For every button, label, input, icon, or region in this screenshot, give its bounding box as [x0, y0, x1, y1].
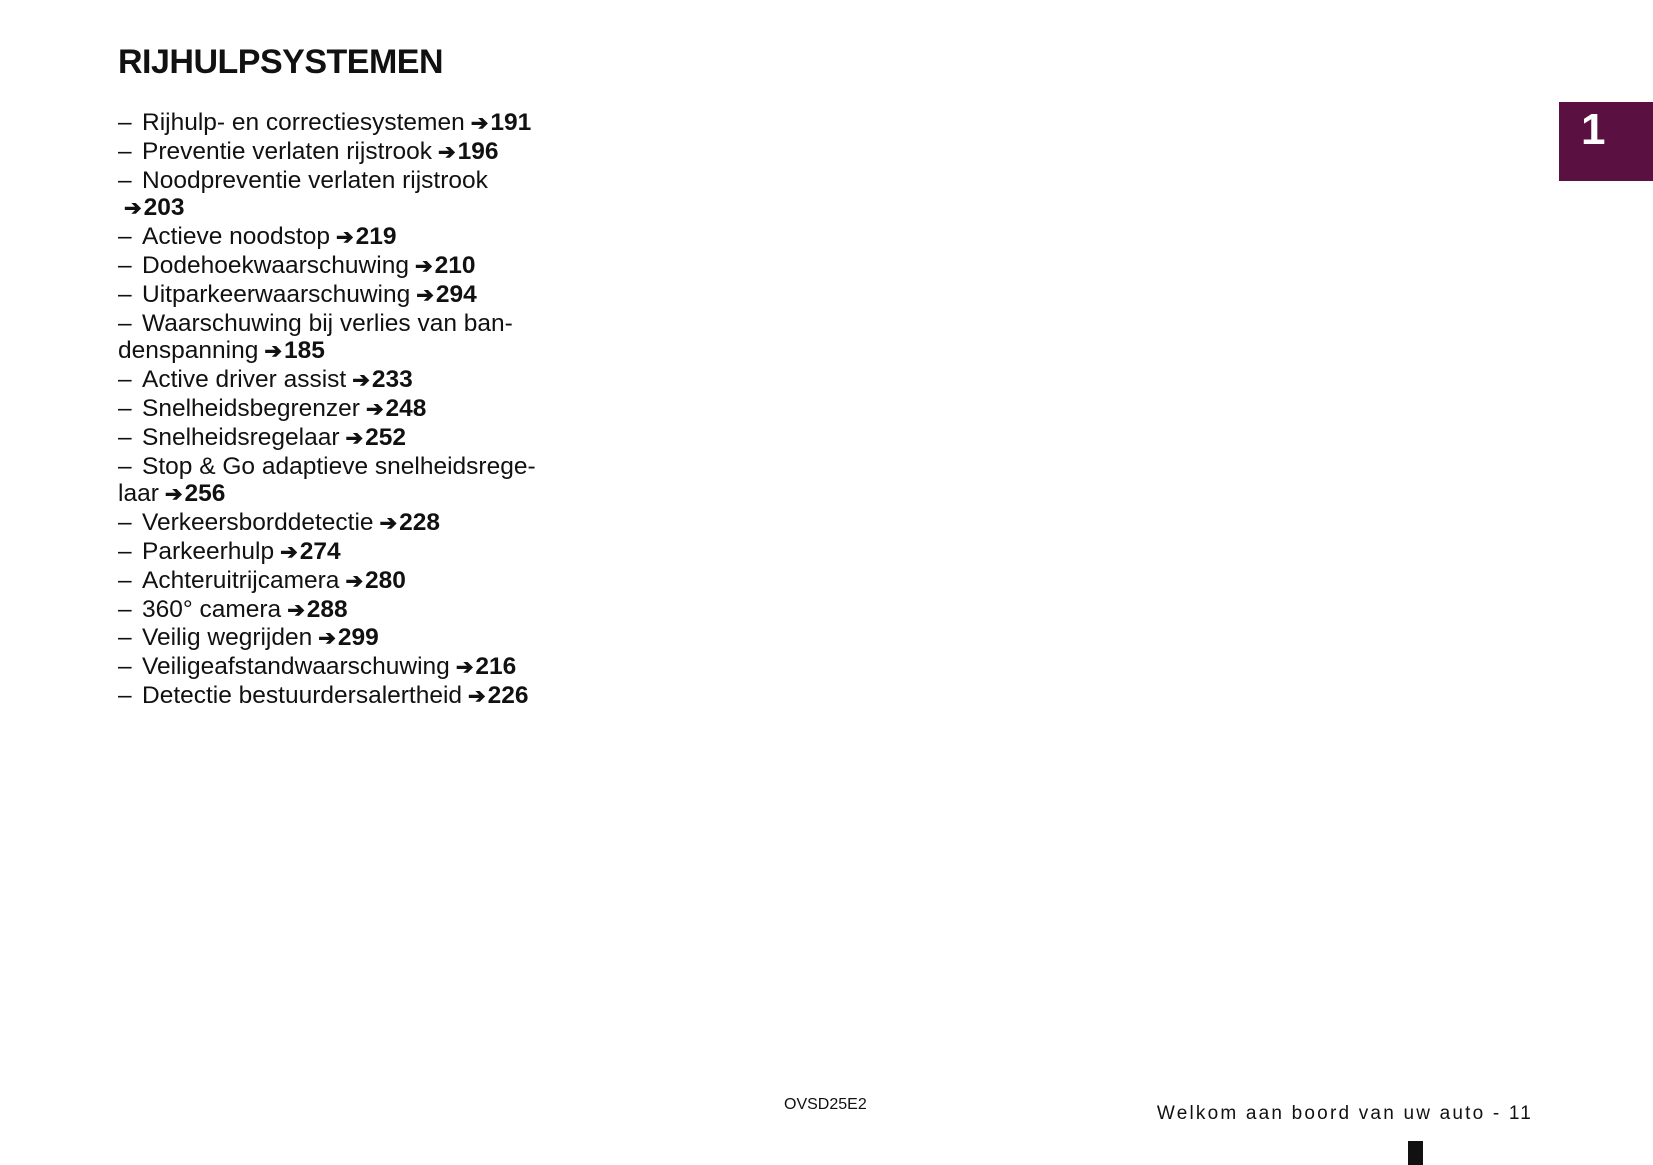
- toc-item-label: Veilig wegrijden: [142, 624, 313, 652]
- toc-item-line[interactable]: [118, 194, 588, 223]
- toc-item-label: Active driver assist: [142, 366, 347, 394]
- list-dash: –: [118, 280, 132, 308]
- list-dash: –: [118, 595, 132, 623]
- toc-item-label: Uitparkeerwaarschuwing: [142, 280, 411, 308]
- list-dash: –: [118, 624, 132, 652]
- toc-item-label: Preventie verlaten rijstrook: [142, 137, 433, 165]
- page-ref-arrow-icon: ➔: [416, 283, 434, 307]
- toc-item-label: Veiligeafstandwaarschuwing: [142, 653, 450, 681]
- toc-item-line: [118, 310, 588, 338]
- toc-item-label: Verkeersborddetectie: [142, 509, 374, 537]
- toc-item-label: Actieve noodstop: [142, 223, 330, 251]
- toc-item-label: Detectie bestuurdersalertheid: [142, 681, 463, 709]
- toc-item-line[interactable]: [118, 653, 588, 682]
- list-dash: –: [118, 309, 132, 337]
- toc-item-line[interactable]: [118, 538, 588, 567]
- page-ref-arrow-icon: ➔: [352, 369, 370, 393]
- page-reference-link[interactable]: 185: [283, 337, 325, 365]
- toc-item-label: Noodpreventie verlaten rijstrook: [142, 166, 488, 194]
- page-ref-arrow-icon: ➔: [345, 569, 364, 593]
- toc-item-line: [118, 167, 588, 195]
- list-dash: –: [118, 681, 132, 709]
- page-reference-link[interactable]: 216: [475, 653, 517, 681]
- page-reference-link[interactable]: 280: [365, 566, 406, 594]
- page-reference-link[interactable]: 233: [371, 366, 413, 394]
- page-reference-link[interactable]: 226: [487, 681, 529, 709]
- toc-item-line[interactable]: [118, 281, 588, 310]
- toc-item-line[interactable]: [118, 596, 588, 625]
- page-ref-arrow-icon: ➔: [124, 197, 142, 221]
- page-reference-link[interactable]: 252: [365, 423, 406, 451]
- page-ref-arrow-icon: ➔: [468, 684, 486, 708]
- page-reference-link[interactable]: 210: [434, 251, 476, 279]
- toc-list: [118, 109, 588, 711]
- page-reference-link[interactable]: 228: [399, 509, 441, 537]
- list-dash: –: [118, 452, 132, 480]
- list-dash: –: [118, 423, 132, 451]
- list-dash: –: [118, 566, 132, 594]
- toc-item-line[interactable]: [118, 138, 588, 167]
- toc-item-label: laar: [118, 480, 159, 508]
- toc-item-label: Waarschuwing bij verlies van ban-: [142, 309, 513, 337]
- toc-item-line[interactable]: [118, 567, 588, 596]
- page-reference-link[interactable]: 196: [457, 137, 499, 165]
- page-reference-link[interactable]: 288: [306, 595, 348, 623]
- toc-item-line[interactable]: [118, 252, 588, 281]
- page-marker: [1408, 1141, 1423, 1165]
- toc-item-line[interactable]: [118, 337, 588, 366]
- list-dash: –: [118, 509, 132, 537]
- toc-item-label: Stop & Go adaptieve snelheidsrege-: [142, 452, 536, 480]
- list-dash: –: [118, 223, 132, 251]
- page-ref-arrow-icon: ➔: [280, 540, 298, 564]
- page-reference-link[interactable]: 299: [337, 624, 379, 652]
- page-ref-arrow-icon: ➔: [287, 598, 305, 622]
- list-dash: –: [118, 109, 132, 136]
- page-footer: Welkom aan boord van uw auto - 11: [1156, 1103, 1533, 1124]
- page-ref-arrow-icon: ➔: [264, 340, 282, 364]
- page-ref-arrow-icon: ➔: [438, 140, 456, 164]
- list-dash: –: [118, 653, 132, 681]
- page-ref-arrow-icon: ➔: [318, 627, 336, 651]
- page-reference-link[interactable]: 219: [355, 223, 397, 251]
- toc-item-line[interactable]: [118, 509, 588, 538]
- page-ref-arrow-icon: ➔: [365, 397, 384, 421]
- page-ref-arrow-icon: ➔: [164, 483, 183, 507]
- toc-item-label: Snelheidsregelaar: [142, 423, 340, 451]
- list-dash: –: [118, 366, 132, 394]
- toc-item-label: Achteruitrijcamera: [142, 566, 340, 594]
- toc-item-label: denspanning: [118, 337, 259, 365]
- page-reference-link[interactable]: 203: [143, 194, 185, 222]
- toc-item-line: [118, 453, 588, 481]
- toc-item-line[interactable]: [118, 366, 588, 395]
- toc-item-label: Snelheidsbegrenzer: [142, 394, 360, 422]
- toc-item-label: Parkeerhulp: [142, 537, 275, 565]
- page-reference-link[interactable]: 191: [490, 109, 532, 136]
- toc-item-line[interactable]: [118, 109, 588, 138]
- page-title: RIJHULPSYSTEMEN: [118, 43, 443, 81]
- page-ref-arrow-icon: ➔: [335, 226, 354, 250]
- toc-item-label: Rijhulp- en correctiesystemen: [142, 109, 465, 136]
- toc-item-line[interactable]: [118, 624, 588, 653]
- page-ref-arrow-icon: ➔: [470, 112, 489, 135]
- list-dash: –: [118, 251, 132, 279]
- page-reference-link[interactable]: 248: [385, 394, 427, 422]
- page-ref-arrow-icon: ➔: [379, 512, 398, 536]
- page-ref-arrow-icon: ➔: [414, 254, 433, 278]
- toc-item-line[interactable]: [118, 682, 588, 711]
- list-dash: –: [118, 394, 132, 422]
- chapter-tab[interactable]: 1: [1559, 102, 1653, 181]
- page-ref-arrow-icon: ➔: [345, 426, 364, 450]
- toc-item-line[interactable]: [118, 223, 588, 252]
- list-dash: –: [118, 137, 132, 165]
- list-dash: –: [118, 166, 132, 194]
- toc-item-label: 360° camera: [142, 595, 282, 623]
- page-reference-link[interactable]: 294: [435, 280, 477, 308]
- toc-item-line[interactable]: [118, 395, 588, 424]
- page-ref-arrow-icon: ➔: [455, 656, 474, 680]
- toc-item-line[interactable]: [118, 424, 588, 453]
- document-code: OVSD25E2: [784, 1096, 867, 1113]
- toc-item-label: Dodehoekwaarschuwing: [142, 251, 409, 279]
- page-reference-link[interactable]: 256: [184, 480, 226, 508]
- list-dash: –: [118, 537, 132, 565]
- toc-item-line[interactable]: [118, 480, 588, 509]
- page-reference-link[interactable]: 274: [299, 537, 341, 565]
